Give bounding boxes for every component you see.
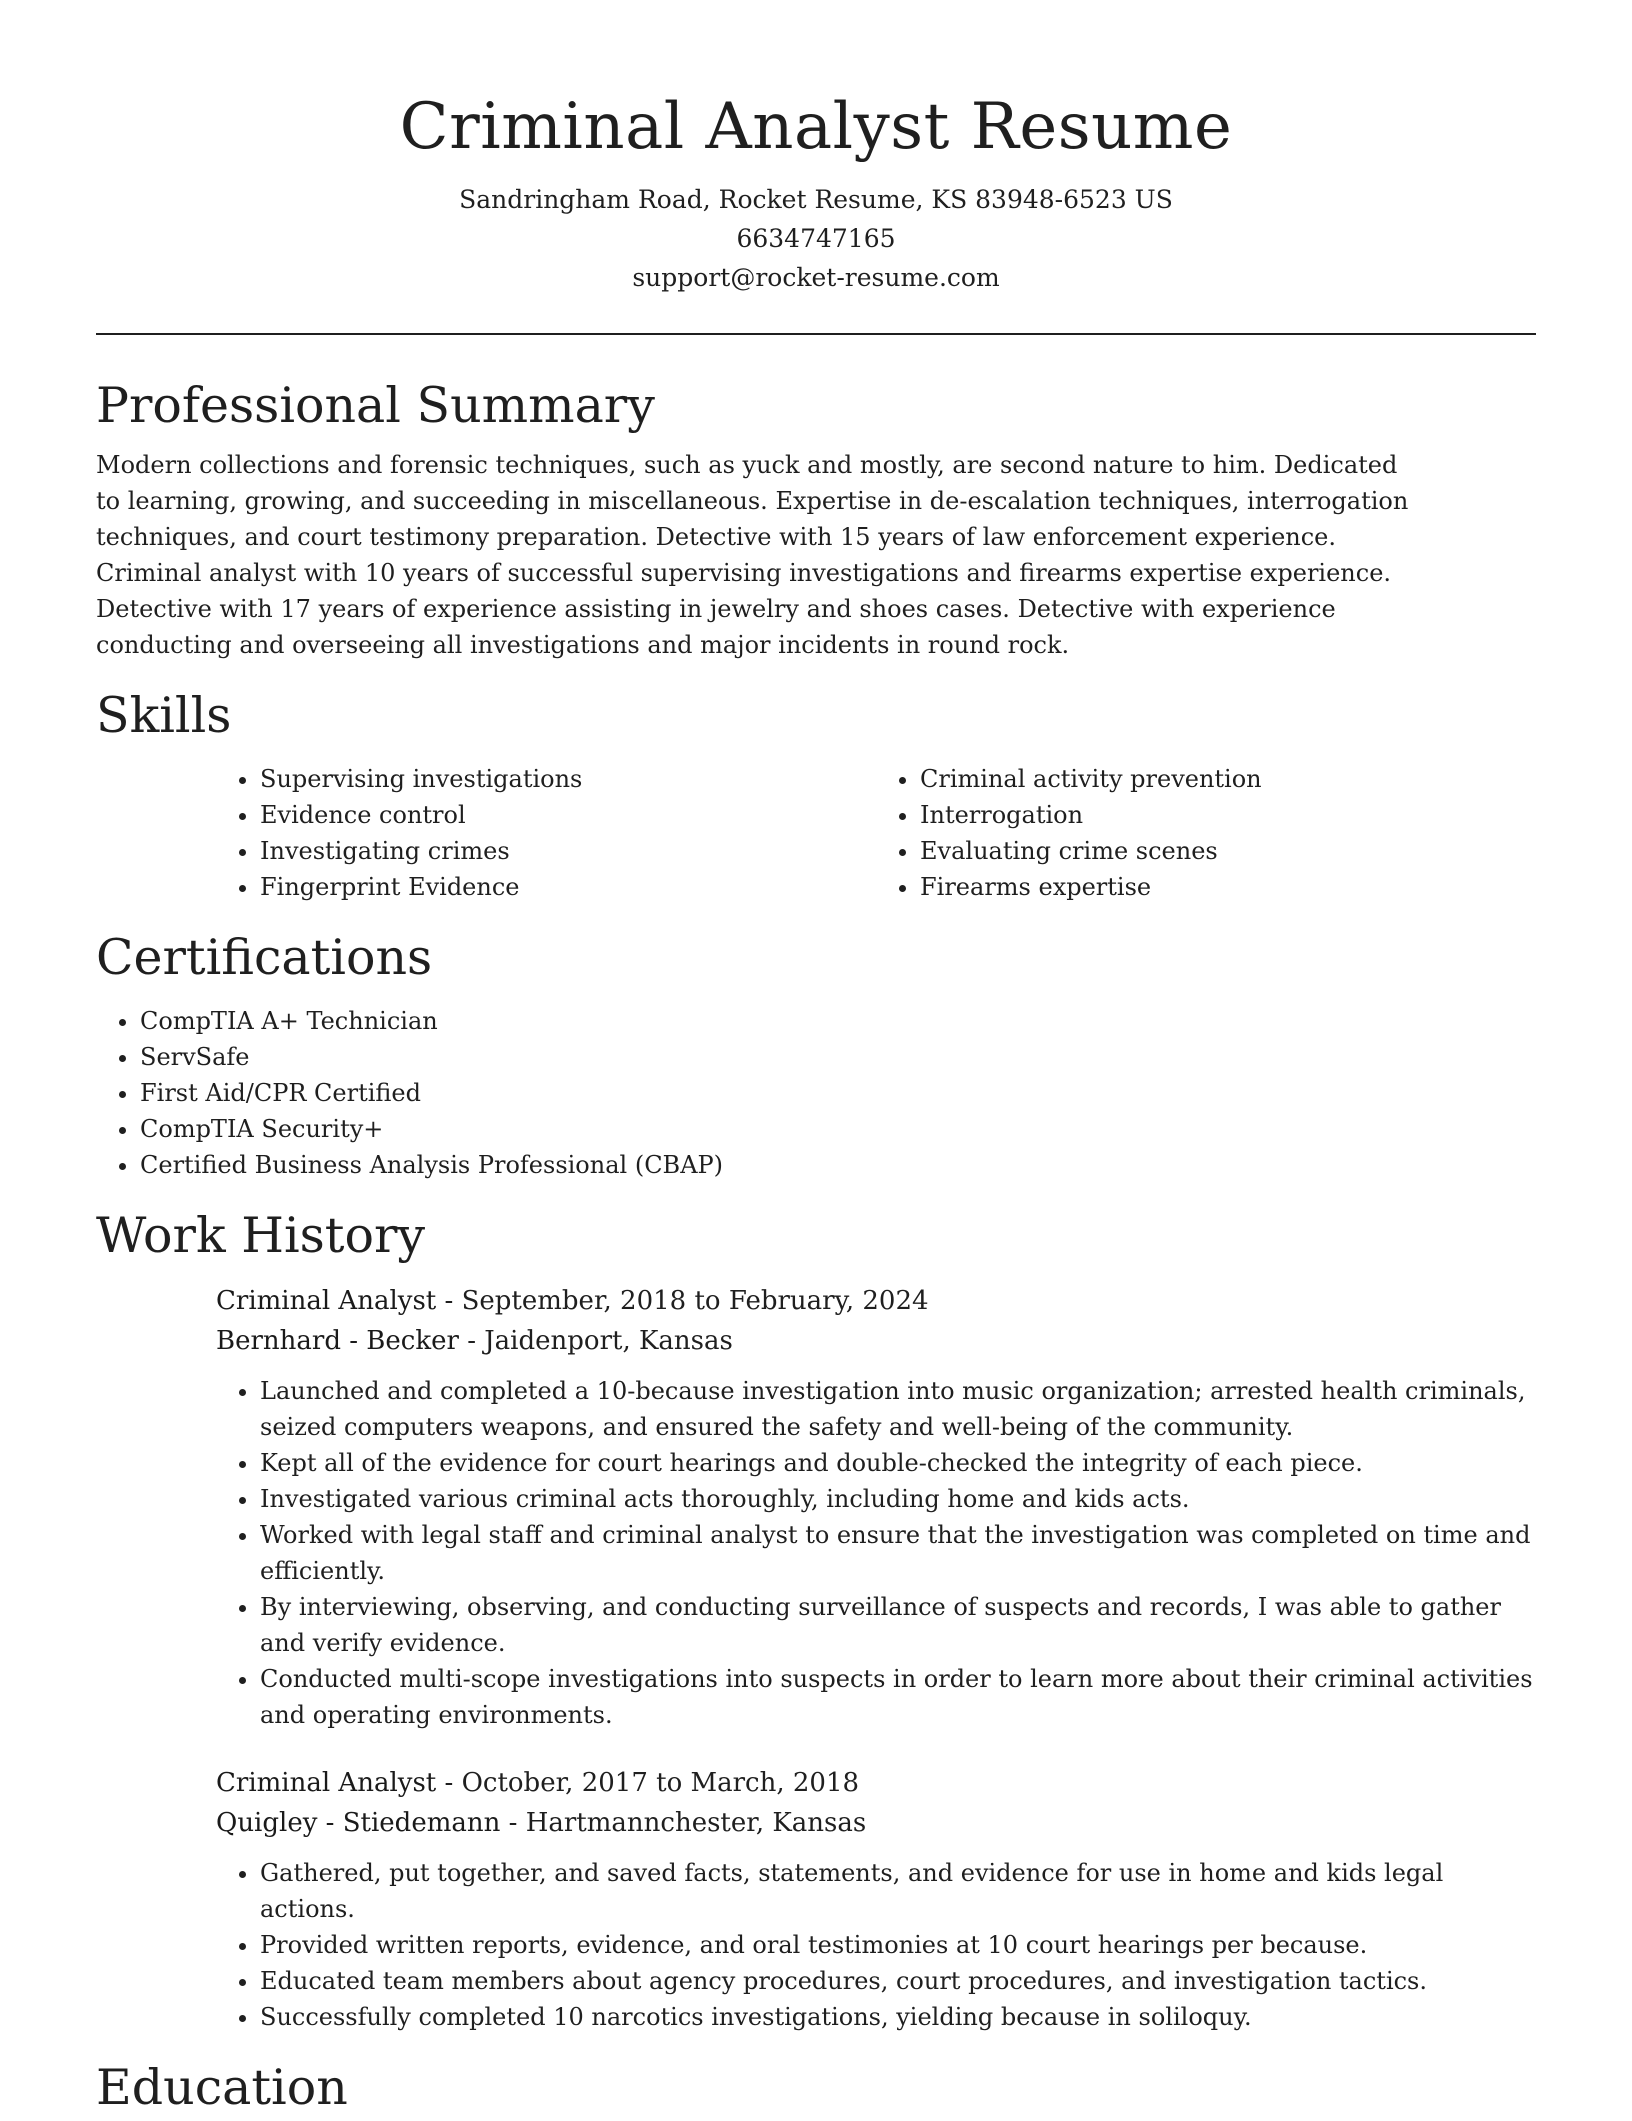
job-bullet: • Investigated various criminal acts thoroughly, including home and kids acts. (260, 1481, 1536, 1517)
education-heading: Education (96, 2059, 348, 2116)
header-divider (96, 333, 1536, 335)
skill-item: • Firearms expertise (920, 869, 1536, 905)
summary-text: Modern collections and forensic techniques, such as yuck and mostly, are second nature to him. Dedicated to learning, growing, and succeeding in miscellaneous. Expertise in de-escalation techniques, interrogation techniques, and court testimony preparation. Detective with 15 years of law enforcement experience. Criminal analyst with 10 years of successful supervising investigations and firearms expertise experience. Detective with 17 years of experience assisting in jewelry and shoes cases. Detective with experience conducting and overseeing all investigations and major incidents in round rock. (96, 451, 1409, 659)
resume-page (96, 0, 1536, 2121)
job-bullet: • Educated team members about agency procedures, court procedures, and investigation tactics. (260, 1963, 1536, 1999)
skills-heading: Skills (96, 687, 232, 744)
skill-item: • Supervising investigations (260, 761, 876, 797)
resume-title: Criminal Analyst Resume (399, 90, 1233, 164)
skills-list-right (876, 761, 1536, 905)
job-entry (216, 1281, 1536, 1733)
job-bullet: • Worked with legal staff and criminal analyst to ensure that the investigation was completed on time and efficiently. (260, 1517, 1536, 1589)
job-bullets (216, 1373, 1536, 1733)
job-location: - Hartmannchester, Kansas (500, 1808, 867, 1838)
job-bullet: • Provided written reports, evidence, and oral testimonies at 10 court hearings per because. (260, 1927, 1536, 1963)
skill-item: • Criminal activity prevention (920, 761, 1536, 797)
work-history-section (96, 1203, 1536, 2035)
job-entry (216, 1763, 1536, 2035)
job-bullet: • Gathered, put together, and saved facts, statements, and evidence for use in home and kids legal actions. (260, 1855, 1536, 1927)
job-role: Criminal Analyst (216, 1286, 437, 1316)
skill-item: • Interrogation (920, 797, 1536, 833)
job-bullet: • Conducted multi-scope investigations into suspects in order to learn more about their criminal activities and operating environments. (260, 1661, 1536, 1733)
certification-item: • CompTIA A+ Technician (140, 1003, 1460, 1039)
job-employer: Quigley - Stiedemann (216, 1808, 501, 1838)
skills-grid (216, 761, 1536, 905)
job-location: - Jaidenport, Kansas (458, 1326, 733, 1356)
skills-list-left (216, 761, 876, 905)
job-company-line (216, 1321, 1536, 1361)
contact-info (96, 180, 1536, 297)
certification-item: • First Aid/CPR Certified (140, 1075, 1460, 1111)
job-title-line (216, 1763, 1536, 1803)
job-title-line (216, 1281, 1536, 1321)
skills-section (96, 683, 1536, 905)
certifications-list (96, 1003, 1460, 1183)
job-bullet: • Successfully completed 10 narcotics investigations, yielding because in soliloquy. (260, 1999, 1536, 2035)
job-bullet: • By interviewing, observing, and conducting surveillance of suspects and records, I was able to gather and verify evidence. (260, 1589, 1536, 1661)
work-history-heading: Work History (96, 1207, 426, 1264)
skill-item: • Evaluating crime scenes (920, 833, 1536, 869)
contact-address: Sandringham Road, Rocket Resume, KS 83948-6523 US (459, 185, 1173, 214)
job-employer: Bernhard - Becker (216, 1326, 459, 1356)
contact-email: support@rocket-resume.com (632, 263, 1000, 292)
skill-item: • Evidence control (260, 797, 876, 833)
certification-item: • Certified Business Analysis Professional (CBAP) (140, 1147, 1460, 1183)
skill-item: • Fingerprint Evidence (260, 869, 876, 905)
job-bullets (216, 1855, 1536, 2035)
certifications-heading: Certifications (96, 929, 433, 986)
certification-item: • CompTIA Security+ (140, 1111, 1460, 1147)
summary-heading: Professional Summary (96, 377, 655, 434)
job-bullet: • Launched and completed a 10-because investigation into music organization; arrested health criminals, seized computers weapons, and ensured the safety and well-being of the community. (260, 1373, 1536, 1445)
certifications-section (96, 925, 1536, 1183)
contact-phone: 6634747165 (736, 224, 896, 253)
job-company-line (216, 1803, 1536, 1843)
resume-header (96, 0, 1536, 297)
job-dates: - September, 2018 to February, 2024 (436, 1286, 929, 1316)
job-role: Criminal Analyst (216, 1768, 437, 1798)
job-bullet: • Kept all of the evidence for court hearings and double-checked the integrity of each piece. (260, 1445, 1536, 1481)
summary-section (96, 373, 1536, 663)
job-dates: - October, 2017 to March, 2018 (436, 1768, 860, 1798)
education-section (96, 2055, 1536, 2121)
skill-item: • Investigating crimes (260, 833, 876, 869)
certification-item: • ServSafe (140, 1039, 1460, 1075)
